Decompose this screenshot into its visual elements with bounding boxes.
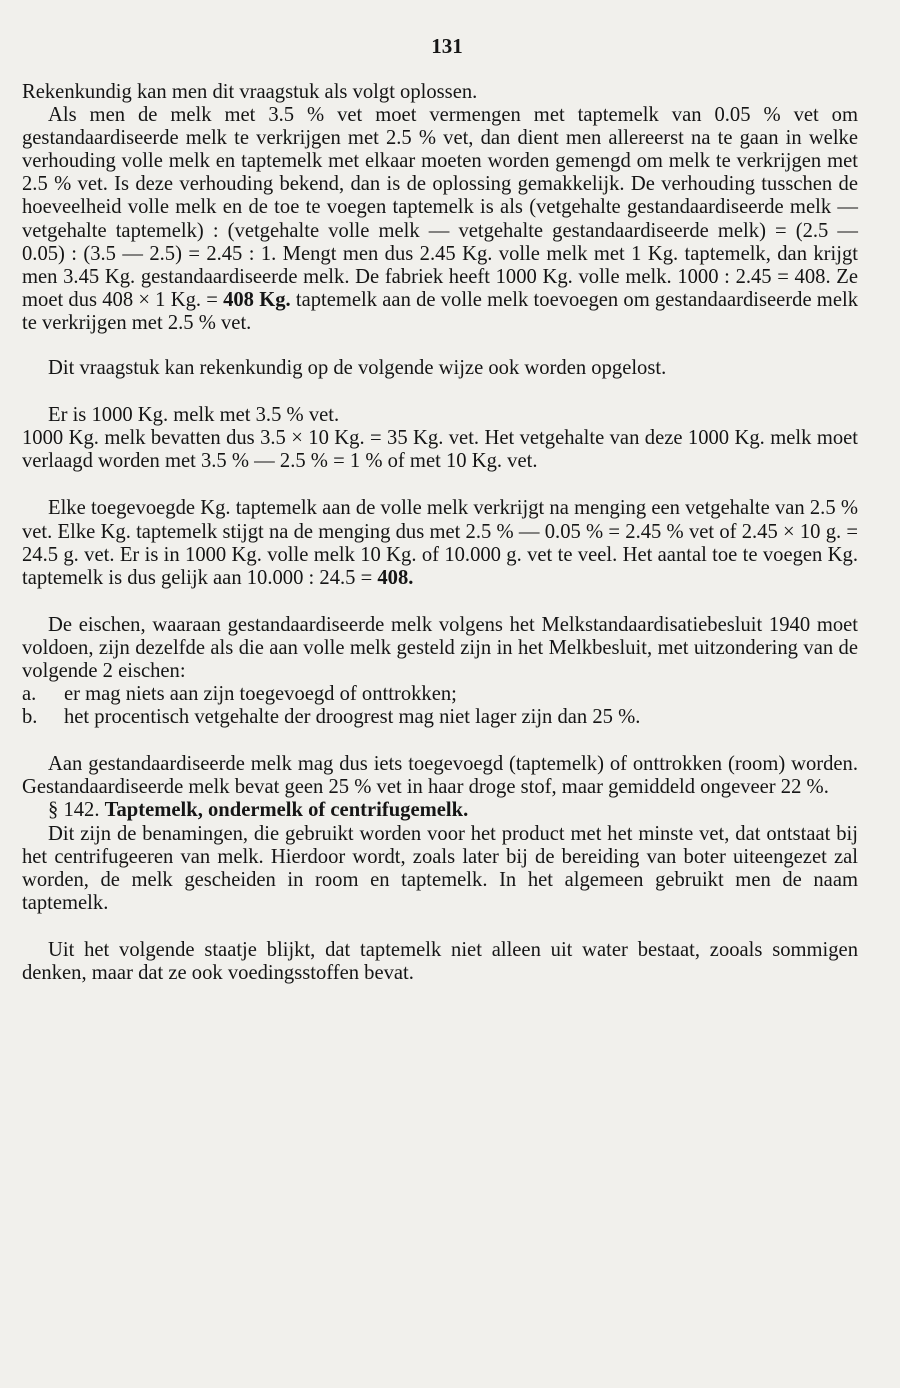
mixing-paragraph — [22, 497, 858, 589]
fat-content-text: 1000 Kg. melk bevatten dus 3.5 × 10 Kg. = 35 Kg. vet. Het vetgehalte van deze 1000 Kg. melk moet verlaagd worden met 3.5 % — 2.5 % = 1 % of met 10 Kg. vet. — [22, 427, 858, 473]
page-number: 131 — [431, 34, 463, 58]
list-marker: a. — [22, 683, 37, 706]
calculation-paragraph-tail: taptemelk aan de volle melk toevoegen om gestandaardiseerde melk te verkrijgen met 2.5 % vet. — [22, 288, 858, 334]
list-marker: b. — [22, 706, 38, 729]
section-title: Taptemelk, ondermelk of centrifugemelk. — [104, 799, 469, 822]
requirements-list — [22, 683, 858, 729]
mixing-text: Elke toegevoegde Kg. taptemelk aan de volle melk verkrijgt na menging een vetgehalte van 2.5 % vet. Elke Kg. taptemelk stijgt na de menging dus met 2.5 % — 0.05 % = 2.45 % vet of 2.45 × 10 g. = 24.5 g. vet. Er is in 1000 Kg. volle melk 10 Kg. of 10.000 g. vet te veel. Het aantal toe te voegen Kg. taptemelk is dus gelijk aan 10.000 : 24.5 = — [22, 497, 858, 589]
definition-paragraph — [22, 823, 858, 915]
list-item-text: het procentisch vetgehalte der droogrest mag niet lager zijn dan 25 %. — [64, 706, 641, 729]
requirements-paragraph — [22, 614, 858, 683]
calculation-bold-result: 408 Kg. — [223, 288, 291, 311]
requirements-text: De eischen, waaraan gestandaardiseerde melk volgens het Melkstandaardisatiebesluit 1940 moet voldoen, zijn dezelfde als die aan volle melk gesteld zijn in het Melkbesluit, met uitzondering van de volgende 2 eischen: — [22, 613, 858, 682]
fact-paragraph — [22, 404, 858, 427]
list-item — [22, 683, 858, 706]
calculation-paragraph — [22, 104, 858, 335]
conclusion-paragraph — [22, 753, 858, 799]
definition-text: Dit zijn de benamingen, die gebruikt worden voor het product met het minste vet, dat ontstaat bij het centrifugeeren van melk. Hierdoor wordt, zoals later bij de bereiding van boter uiteengezet zal worden, de melk gescheiden in room en taptemelk. In het algemeen gebruikt men de naam taptemelk. — [22, 822, 858, 914]
alternative-method-paragraph — [22, 357, 858, 380]
intro-paragraph — [22, 81, 858, 104]
intro-paragraph-text: Rekenkundig kan men dit vraagstuk als volgt oplossen. — [22, 81, 478, 103]
mixing-bold-result: 408. — [377, 566, 414, 589]
conclusion-text: Aan gestandaardiseerde melk mag dus iets toegevoegd (taptemelk) of onttrokken (room) worden. Gestandaardiseerde melk bevat geen 25 % vet in haar droge stof, maar gemiddeld ongeveer 22 %. — [22, 753, 858, 799]
calculation-paragraph-text: Als men de melk met 3.5 % vet moet vermengen met taptemelk van 0.05 % vet om gestandaardiseerde melk te verkrijgen met 2.5 % vet, dan dient men allereerst na te gaan in welke verhouding volle melk en taptemelk met elkaar moeten worden gemengd om melk te verkrijgen met 2.5 % vet. Is deze verhouding bekend, dan is de oplossing gemakkelijk. De verhouding tusschen de hoeveelheid volle melk en de toe te voegen taptemelk is als (vetgehalte gestandaardiseerde melk — vetgehalte taptemelk) : (vetgehalte volle melk — vetgehalte gestandaardiseerde melk) = (2.5 — 0.05) : (3.5 — 2.5) = 2.45 : 1. Mengt men dus 2.45 Kg. volle melk met 1 Kg. taptemelk, dan krijgt men 3.45 Kg. gestandaardiseerde melk. De fabriek heeft 1000 Kg. volle melk. 1000 : 2.45 = 408. Ze moet dus 408 × 1 Kg. = — [22, 104, 858, 311]
list-item — [22, 706, 858, 729]
section-heading — [22, 799, 858, 822]
list-item-text: er mag niets aan zijn toegevoegd of onttrokken; — [64, 683, 457, 706]
fact-text: Er is 1000 Kg. melk met 3.5 % vet. — [48, 404, 340, 427]
nutrients-text: Uit het volgende staatje blijkt, dat taptemelk niet alleen uit water bestaat, zooals sommigen denken, maar dat ze ook voedingsstoffen bevat. — [22, 938, 858, 984]
nutrients-paragraph — [22, 939, 858, 985]
alternative-method-text: Dit vraagstuk kan rekenkundig op de volgende wijze ook worden opgelost. — [48, 357, 667, 380]
section-number: § 142. — [48, 799, 100, 822]
fat-content-paragraph — [22, 427, 858, 473]
